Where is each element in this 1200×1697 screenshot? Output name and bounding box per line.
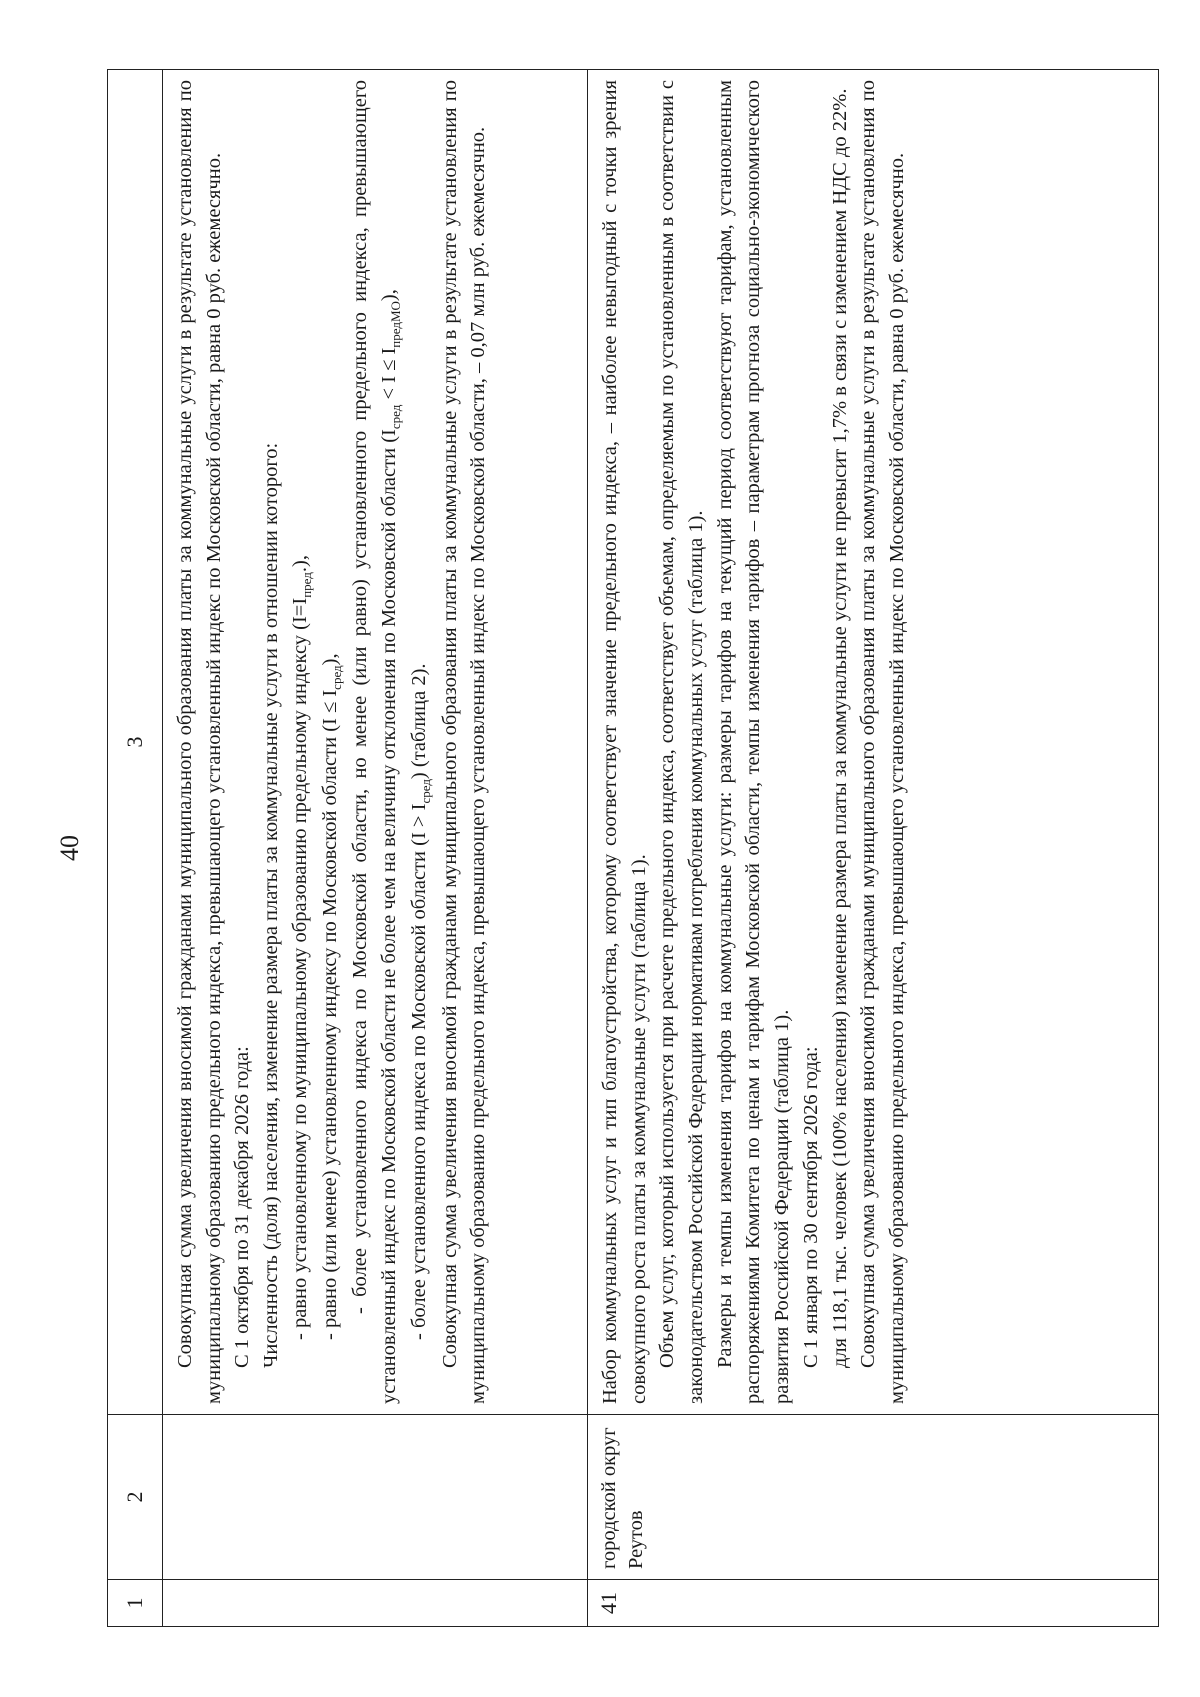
description-paragraph: - более установленного индекса по Московской области $(I > I_{сред})$ (таблица 2). (408, 663, 434, 1340)
data-table (107, 69, 1159, 1627)
description-paragraph: С 1 января по 30 сентября 2026 года: (799, 1046, 822, 1368)
description-paragraph: С 1 октября по 31 декабря 2026 года: (231, 1046, 254, 1368)
table-header-row (108, 70, 163, 1627)
description-paragraph: Совокупная сумма увеличения вносимой гражданами муниципального образования платы за коммунальные услуги в результате установления по муниципальному образованию предельного индекса, превышающего установленный индекс по Московской области, равна 0 руб. ежемесячно. (174, 80, 225, 1404)
description-paragraph: Совокупная сумма увеличения вносимой гражданами муниципального образования платы за коммунальные услуги в результате установления по муниципальному образованию предельного индекса, превышающего установленный индекс по Московской области, – 0,07 млн руб. ежемесячно. (438, 80, 490, 1404)
column-header: 1 (108, 1580, 163, 1627)
page-number: 40 (55, 835, 84, 861)
column-header: 2 (108, 1415, 163, 1580)
description-paragraph: для 118,1 тыс. человек (100% населения) изменение размера платы за коммунальные услуги не превысит 1,7% в связи с изменением НДС до 22%. (828, 88, 851, 1368)
description-paragraph: Совокупная сумма увеличения вносимой гражданами муниципального образования платы за коммунальные услуги в результате установления по муниципальному образованию предельного индекса, превышающего установленный индекс по Московской области, равна 0 руб. ежемесячно. (857, 80, 908, 1404)
description-cell (163, 70, 588, 1415)
table-row (588, 70, 1159, 1627)
row-number-cell: 41 (588, 1580, 1159, 1627)
description-paragraph: - равно (или менее) установленному индексу по Московской области $(I \le I_{сред})$, (319, 653, 345, 1340)
row-number-cell (163, 1580, 588, 1627)
description-cell (588, 70, 1159, 1415)
description-paragraph: - более установленного индекса по Московской области, но менее (или равно) установленного предельного индекса, превышающего установленный индекс по Московской области не более чем на величину отклонения по Московской области $(I_{сред} < I \le I_{предМО})$, (349, 80, 404, 1404)
description-paragraph: Набор коммунальных услуг и тип благоустройства, которому соответствует значение предельного индекса, – наиболее невыгодный с точки зрения совокупного роста платы за коммунальные услуги (таблица 1). (599, 80, 650, 1404)
description-paragraph: Численность (доля) населения, изменение размера платы за коммунальные услуги в отношении которого: (260, 442, 283, 1368)
column-header: 3 (108, 70, 163, 1415)
table-row (163, 70, 588, 1627)
description-paragraph: Объем услуг, который используется при расчете предельного индекса, соответствует объемам, определяемым по установленным в соответствии с законодательством Российской Федерации нормативам потребления коммунальных услуг (таблица 1). (656, 80, 708, 1404)
municipality-name-cell (163, 1415, 588, 1580)
description-paragraph: - равно установленному по муниципальному образованию предельному индексу $(I=I_{пред}.)$, (288, 555, 314, 1340)
municipality-name-cell: городской округ Реутов (588, 1415, 1159, 1580)
rotated-page-content (107, 69, 1159, 1627)
description-paragraph: Размеры и темпы изменения тарифов на коммунальные услуги: размеры тарифов на текущий период соответствуют тарифам, установленным распоряжениями Комитета по ценам и тарифам Московской области, темпы изменения тарифов – параметрам прогноза социально-экономического развития Российской Федерации (таблица 1). (713, 80, 794, 1404)
